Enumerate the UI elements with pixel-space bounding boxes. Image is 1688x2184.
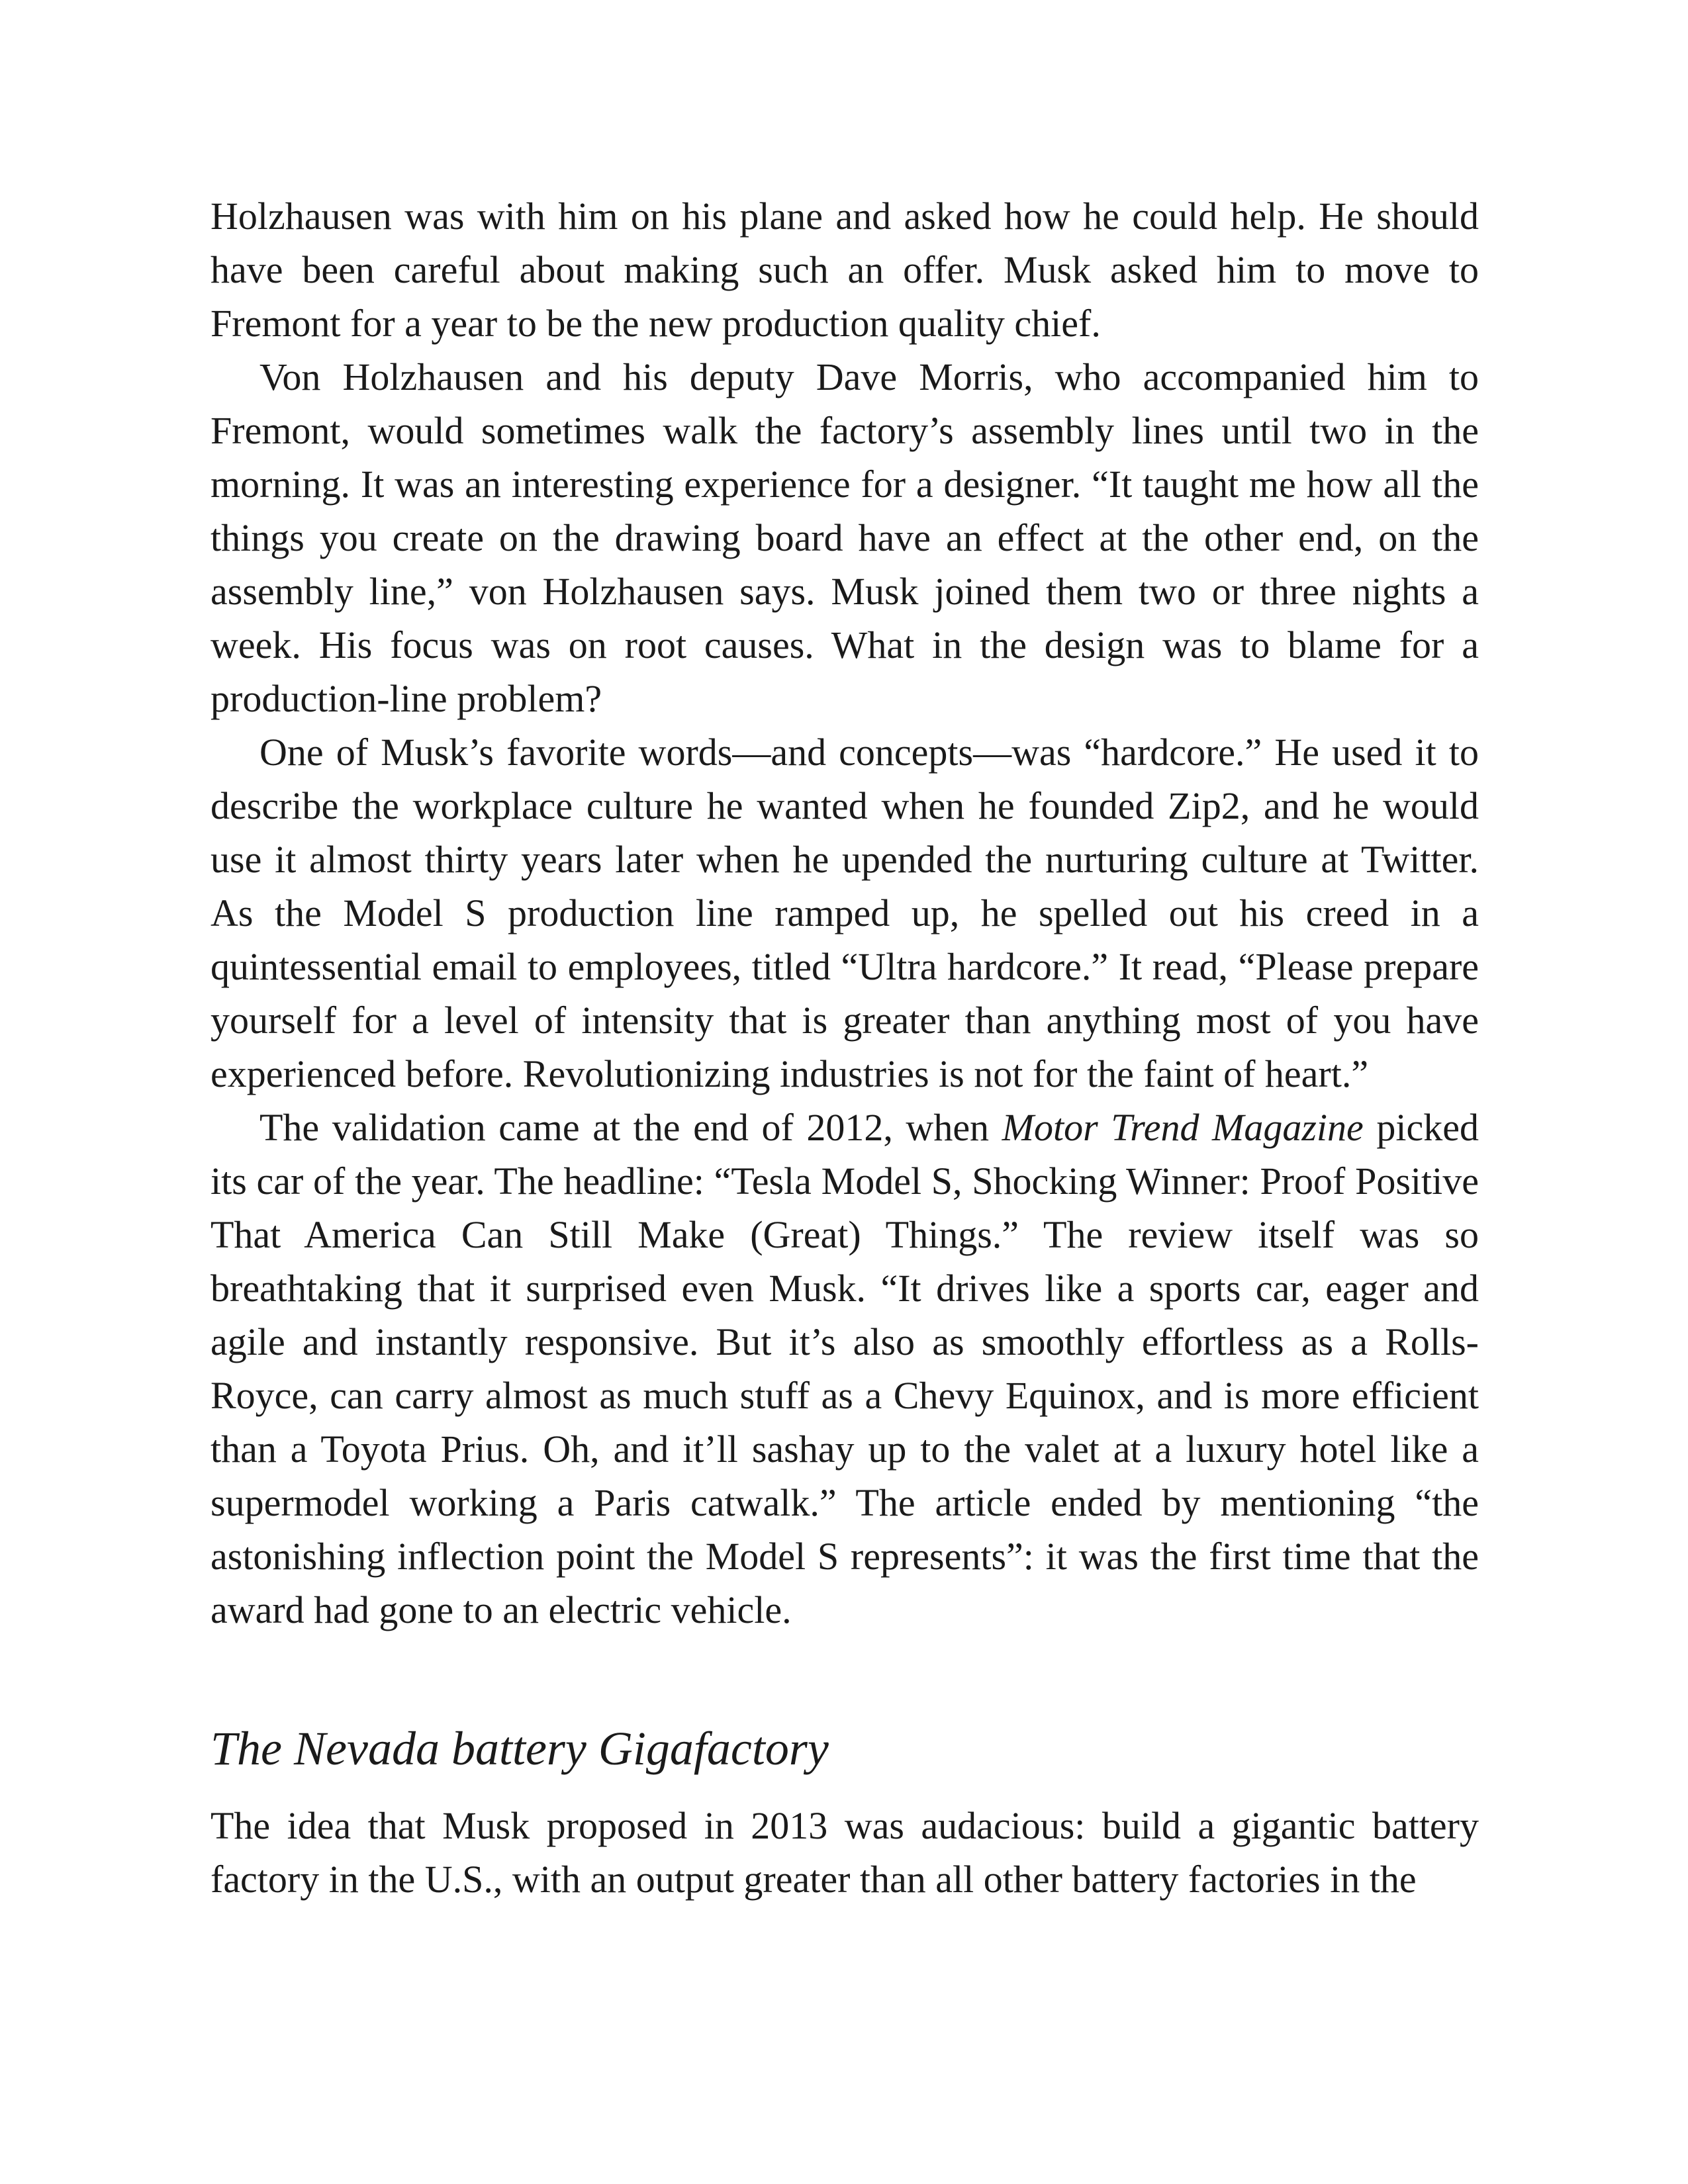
paragraph-2: Von Holzhausen and his deputy Dave Morris, who accompanied him to Fremont, would sometimes walk the factory’s assembly lines until two in the morning. It was an interesting experience for a designer. “It taught me how all the things you create on the drawing board have an effect at the other end, on the assembly line,” von Holzhausen says. Musk joined them two or three nights a week. His focus was on root causes. What in the design was to blame for a production-line problem? bbox=[211, 355, 1479, 720]
book-page bbox=[211, 189, 1479, 1906]
paragraph-4 bbox=[211, 1101, 1479, 1637]
paragraph-4-text-start: The validation came at the end of 2012, when bbox=[259, 1106, 1002, 1149]
paragraph-3: One of Musk’s favorite words—and concepts—was “hardcore.” He used it to describe the workplace culture he wanted when he founded Zip2, and he would use it almost thirty years later when he upended the nurturing culture at Twitter. As the Model S production line ramped up, he spelled out his creed in a quintessential email to employees, titled “Ultra hardcore.” It read, “Please prepare yourself for a level of intensity that is greater than anything most of you have experienced before. Revolutionizing industries is not for the faint of heart.” bbox=[211, 731, 1479, 1095]
magazine-title: Motor Trend Magazine bbox=[1002, 1106, 1364, 1149]
paragraph-4-text-end: picked its car of the year. The headline: “Tesla Model S, Shocking Winner: Proof Positive That America Can Still Make (Great) Things.” The review itself was so breathtaking that it surprised even Musk. “It drives like a sports car, eager and agile and instantly responsive. But it’s also as smoothly effortless as a Rolls-Royce, can carry almost as much stuff as a Chevy Equinox, and is more efficient than a Toyota Prius. Oh, and it’ll sashay up to the valet at a luxury hotel like a supermodel working a Paris catwalk.” The article ended by mentioning “the astonishing inflection point the Model S represents”: it was the first time that the award had gone to an electric vehicle. bbox=[211, 1106, 1479, 1631]
paragraph-1: Holzhausen was with him on his plane and asked how he could help. He should have been careful about making such an offer. Musk asked him to move to Fremont for a year to be the new production quality chief. bbox=[211, 195, 1479, 345]
paragraph-5: The idea that Musk proposed in 2013 was audacious: build a gigantic battery factory in the U.S., with an output greater than all other battery factories in the bbox=[211, 1804, 1479, 1901]
section-heading: The Nevada battery Gigafactory bbox=[211, 1722, 829, 1775]
